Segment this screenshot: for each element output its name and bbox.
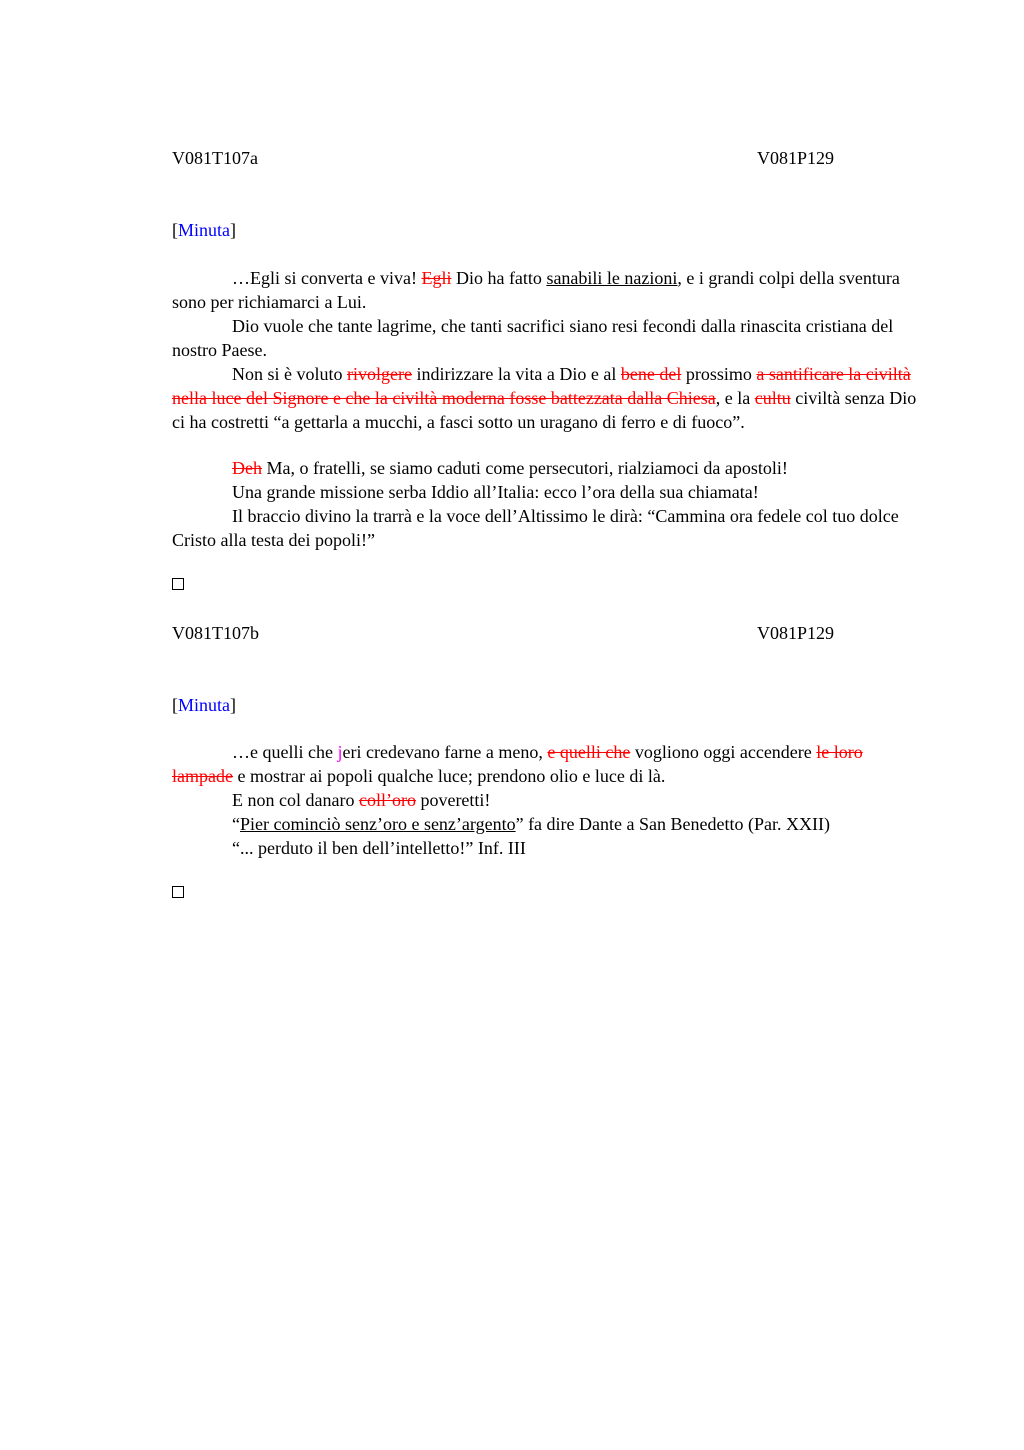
deletion: e quelli che (547, 742, 631, 762)
deletion: Egli (421, 268, 452, 288)
doc1-paragraph-6: Il braccio divino la trarrà e la voce dell’Altissimo le dirà: “Cammina ora fedele col tuo dolce Cristo alla testa dei popoli!” (172, 506, 899, 550)
doc1-paragraph-1: …Egli si converta e viva! Egli Dio ha fatto sanabili le nazioni, e i grandi colpi della sventura sono per richiamarci a Lui. (172, 268, 900, 312)
doc2-paragraph-4: “... perduto il ben dell’intelletto!” Inf. III (232, 838, 526, 858)
underlined-text: Pier cominciò senz’oro e senz’argento (240, 814, 516, 834)
doc1-paragraph-5: Una grande missione serba Iddio all’Italia: ecco l’ora della sua chiamata! (232, 482, 759, 502)
deletion: cultu (754, 388, 791, 408)
doc1-paragraph-3: Non si è voluto rivolgere indirizzare la vita a Dio e al bene del prossimo a santificare la civiltà nella luce del Signore e che la civiltà moderna fosse battezzata dalla Chiesa, e la cultu civiltà senza Dio ci ha costretti “a gettarla a mucchi, a fasci sotto un uragano di ferro e di fuoco”. (172, 364, 917, 432)
deletion: le loro lampade (172, 742, 863, 786)
doc1-id-left: V081T107a (172, 148, 258, 168)
doc1-header (172, 146, 258, 170)
deletion: coll’oro (358, 790, 416, 810)
checkbox-square-icon (172, 886, 184, 898)
doc2-paragraph-1: …e quelli che jeri credevano farne a meno, e quelli che vogliono oggi accendere le loro lampade e mostrar ai popoli qualche luce; prendono olio e luce di là. (172, 742, 863, 786)
deletion: Deh (232, 458, 262, 478)
doc1-minuta-label: Minuta (178, 220, 230, 240)
doc1-label: [Minuta] (172, 220, 236, 240)
checkbox-square-icon (172, 578, 184, 590)
doc2-minuta-label: Minuta (178, 695, 230, 715)
doc1-id-right: V081P129 (757, 148, 835, 168)
deletion: rivolgere (347, 364, 412, 384)
doc2-paragraph-2: E non col danaro coll’oro poveretti! (232, 790, 491, 810)
underlined-text: sanabili le nazioni (546, 268, 678, 288)
doc1-paragraph-2: Dio vuole che tante lagrime, che tanti sacrifici siano resi fecondi dalla rinascita cristiana del nostro Paese. (172, 316, 894, 360)
doc2-id-left: V081T107b (172, 623, 259, 643)
doc2-id-right: V081P129 (757, 623, 835, 643)
doc1-paragraph-4: Deh Ma, o fratelli, se siamo caduti come persecutori, rialziamoci da apostoli! (232, 458, 788, 478)
insertion: j (337, 742, 343, 762)
doc2-paragraph-3: “Pier cominciò senz’oro e senz’argento” fa dire Dante a San Benedetto (Par. XXII) (232, 814, 830, 834)
doc2-header (172, 621, 259, 645)
deletion: a santificare la civiltà nella luce del Signore e che la civiltà moderna fosse battezzata dalla Chiesa (172, 364, 911, 408)
doc2-label: [Minuta] (172, 695, 236, 715)
deletion: bene del (620, 364, 682, 384)
